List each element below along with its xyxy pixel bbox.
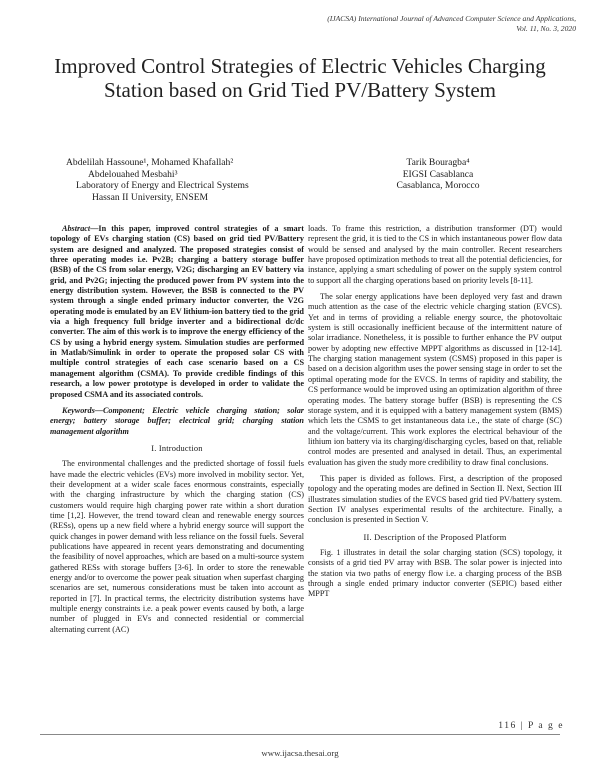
footer-url: www.ijacsa.thesai.org [261, 748, 339, 758]
affiliation-lab: Laboratory of Energy and Electrical Systems [76, 180, 249, 191]
author-names-2: Abdelouahed Mesbahi³ [88, 168, 178, 180]
journal-name: (IJACSA) International Journal of Advanced Computer Science and Applications, [327, 14, 576, 23]
journal-header [327, 14, 576, 34]
journal-volume: Vol. 11, No. 3, 2020 [516, 24, 576, 33]
footer-divider [40, 734, 560, 735]
paper-outline-paragraph: This paper is divided as follows. First, a description of the proposed topology and the operating modes are defined in Section II. Next, Section III illustrates simulation studies of the EVCS based grid tied PV/battery system. Section IV analyses experimental results of the architecture. Finally, a conclusion is presented in Section V. [308, 473, 562, 525]
authors-block-left [62, 157, 282, 203]
section-heading-platform: II. Description of the Proposed Platform [363, 532, 507, 542]
page-number: 116 | P a g e [498, 720, 564, 731]
abstract-label: Abstract [62, 224, 91, 233]
solar-energy-paragraph: The solar energy applications have been deployed very fast and drawn much attention as the case of the electric vehicle charging station (EVCS). Yet and in terms of providing a reliable energy source, the photovoltaic system is still occasionally inefficient because of the intermittent nature of solar irradiance. Nonetheless, it is possible to further enhance the PV output power by adopting new effective MPPT algorithms as discussed in [12-14]. The charging station management system (CSMS) proposed in this paper is based on a decision algorithm uses the power sensing stage in order to set the optimal operating mode for the EVCS. In terms of rapidity and stability, the CS performance would be improved using an optimization algorithm of three operating modes. The battery storage buffer (BSB) is representing the CS storage system, and it is equipped with a battery management system (BMS) which lets the CSMS to get instantaneous data i.e., the state of charge (SC) and the voltage/current. This work explores the electrical behaviour of the lithium ion battery via its charging/discharging cycles, based on that, reliable control modes are presented and analysed in detail. Thus, an experimental evaluation has given the study more credibility to draw final conclusions. [308, 292, 562, 467]
affiliation-university: Hassan II University, ENSEM [92, 191, 209, 203]
abstract [50, 224, 304, 400]
abstract-text: —In this paper, improved control strategies of a smart topology of EVs charging station (CS) based on grid tied PV/Battery system are designed and analyzed. The proposed strategies consist of three operating modes i.e. Pv2B; charging a battery storage buffer (BSB) of the CS from solar energy, V2G; discharging an EV battery via grid, and Pv2G; injecting the produced power from PV system into the energy distribution system. However, the BSB is connected to the PV system through a single ended primary inductor converter, the V2G operating mode is emulated by an EV lithium-ion battery tied to the grid via a high frequency full bridge inverter and a bidirectional dc/dc converter. The aim of this work is to improve the energy efficiency of the CS by using a hybrid energy system. Simulation studies are performed in Matlab/Simulink in order to operate the proposed solar CS with multiple control strategies of each case scenario based on a CS management algorithm (CSMA). To provide credible findings of this research, a low power prototype is developed in order to validate the proposed CSMA and its associated controls. [50, 224, 304, 399]
paper-title: Improved Control Strategies of Electric Vehicles Charging Station based on Grid Tied PV/Battery System [54, 54, 546, 102]
section-heading-introduction: I. Introduction [151, 443, 203, 453]
affiliation-eigsi: EIGSI Casablanca [402, 168, 474, 180]
authors-block-right [348, 157, 528, 192]
right-column [308, 224, 562, 606]
author-name-4: Tarik Bouragba⁴ [406, 157, 470, 168]
intro-continued-paragraph: loads. To frame this restriction, a distribution transformer (DT) would represent the grid, it is tied to the CS in which instantaneous power flow data would be sensed and analysed by the main controller. Recent researchers have proposed optimization methods to treat all the potential deficiencies, for instance, applying a smart scheduling of power on the supply system control to support all the charging operations based on priority levels [8-11]. [308, 224, 562, 285]
keywords: Keywords—Component; Electric vehicle charging station; solar energy; battery storage buffer; electrical grid; charging station management algorithm [50, 405, 304, 436]
affiliation-city: Casablanca, Morocco [396, 180, 480, 191]
author-names-1: Abdelilah Hassoune¹, Mohamed Khafallah² [66, 157, 234, 168]
intro-paragraph: The environmental challenges and the predicted shortage of fossil fuels have made the electric vehicles (EVs) more involved in mobility sector. Yet, their development at a wider scale faces enormous constraints, especially with the charging infrastructure by which the charging station (CS) customers would require high charging power rate within a short duration time [1,2]. However, the trend toward clean and renewable energy sources (RESs), opens up a new field where a hybrid energy source will support the quick changes in power demand with less reliance on the fossil fuels. Several publications have appeared in recent years demonstrating and documenting the feasibility of novel approaches, which are based on a multi-source system gathered RESs with storage buffers [3-6]. In order to store the renewable energy and/or to overcome the power peak situation when superfast charging scenarios are set, numerous considerations must be taken into account as reported in [7]. In practical terms, the electricity distribution systems have multiple energy constraints i.e. a peak power events caused by both, a large number of plugged in EVs and connected residential or commercial alternating current (AC) [50, 459, 304, 634]
left-column [50, 224, 304, 641]
platform-paragraph: Fig. 1 illustrates in detail the solar charging station (SCS) topology, it consists of a grid tied PV array with BSB. The solar power is injected into the station via two paths of energy flow i.e. a charging process of the BSB through a single ended primary inductor converter (SEPIC) based either MPPT [308, 547, 562, 599]
